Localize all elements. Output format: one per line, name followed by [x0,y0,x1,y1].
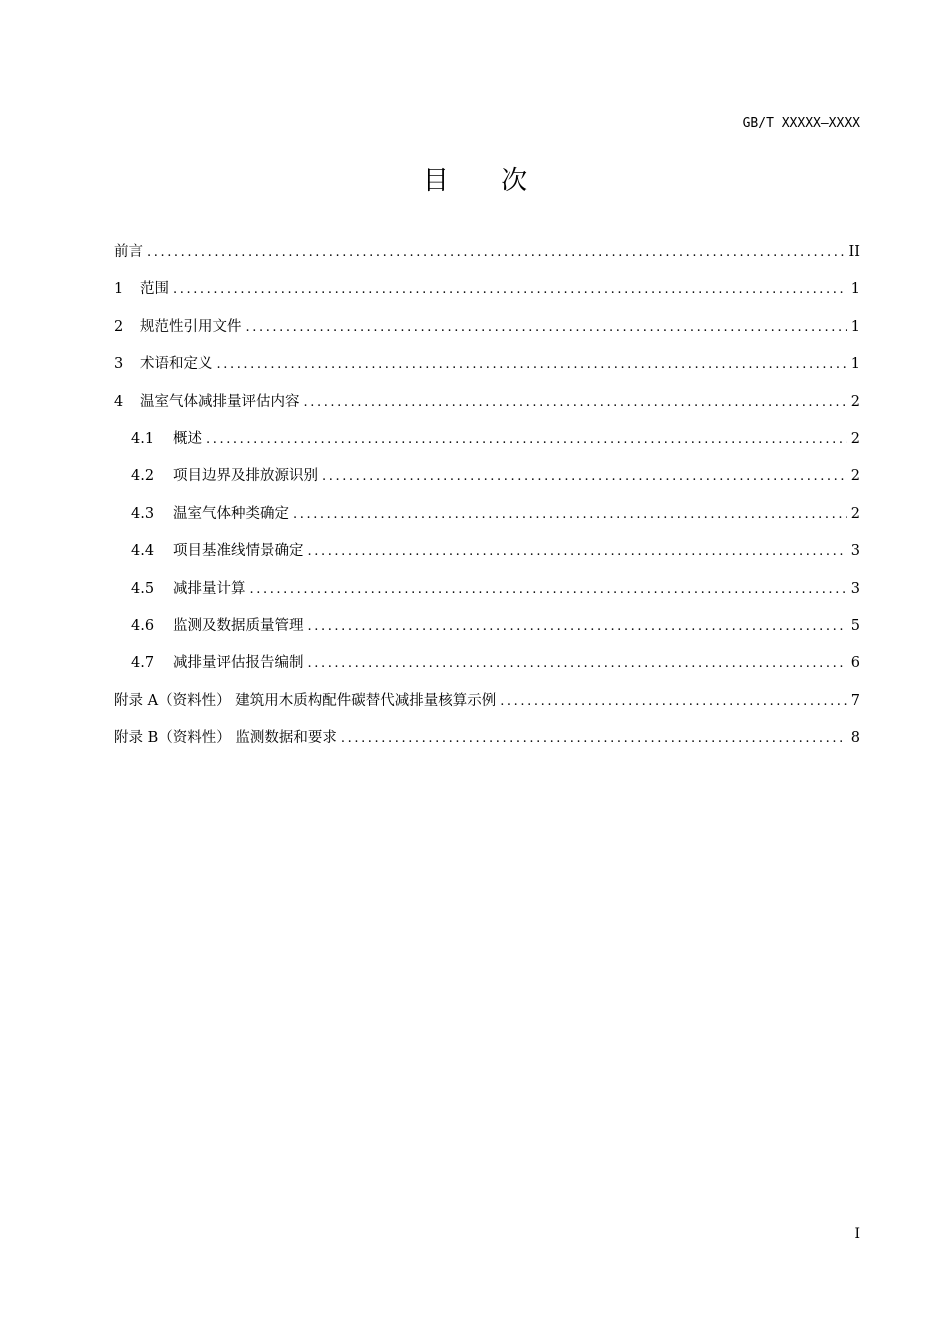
toc-entry-label: 范围 [140,281,169,298]
toc-entry-label: 术语和定义 [140,356,213,373]
toc-leader-dots [246,320,847,335]
toc-leader-dots [304,395,847,410]
toc-entry-4-4[interactable] [114,539,860,576]
toc-entry-number: 4.3 [131,505,155,522]
toc-entry-4-7[interactable] [114,651,860,688]
toc-entry-number: 4.5 [131,580,155,597]
toc-leader-dots [341,731,847,746]
toc-entry-number: 2 [114,318,124,335]
toc-entry-page: 1 [850,318,860,335]
toc-entry-number: 4 [114,393,124,410]
toc-entry-page: 5 [850,617,860,634]
toc-entry-4[interactable] [114,390,860,427]
toc-entry-page: 3 [850,543,860,560]
toc-entry-page: 8 [850,730,860,747]
toc-entry-4-6[interactable] [114,614,860,651]
toc-entry-label: 项目边界及排放源识别 [173,468,318,485]
document-code: GB/T XXXXX—XXXX [742,116,860,131]
toc-entry-number: 4.2 [131,468,155,485]
toc-leader-dots [293,507,847,522]
toc-entry-label: 温室气体减排量评估内容 [140,393,300,410]
toc-leader-dots [250,582,847,597]
table-of-contents [114,240,860,763]
toc-entry-label: 减排量评估报告编制 [173,655,304,672]
toc-entry-label: 减排量计算 [173,580,246,597]
toc-entry-label: 规范性引用文件 [140,318,242,335]
toc-leader-dots [217,357,847,372]
toc-entry-label: 项目基准线情景确定 [173,543,304,560]
toc-entry-foreword[interactable] [114,240,860,277]
toc-entry-page: 1 [850,281,860,298]
toc-entry-page: 1 [850,356,860,373]
toc-entry-page: 6 [850,655,860,672]
toc-leader-dots [308,544,847,559]
toc-entry-label: 附录 A（资料性） 建筑用木质构配件碳替代减排量核算示例 [114,692,497,709]
toc-entry-1[interactable] [114,277,860,314]
toc-entry-label: 附录 B（资料性） 监测数据和要求 [114,730,337,747]
toc-entry-page: 2 [850,430,860,447]
toc-entry-label: 前言 [114,244,143,260]
toc-leader-dots [322,469,847,484]
toc-leader-dots [500,694,847,709]
toc-entry-number: 4.4 [131,543,155,560]
page-number: I [854,1226,860,1242]
toc-leader-dots [308,656,847,671]
toc-entry-label: 温室气体种类确定 [173,505,289,522]
toc-leader-dots [173,282,847,297]
toc-entry-label: 概述 [173,430,202,447]
toc-entry-appendix-a[interactable] [114,689,860,726]
page-title: 目 次 [422,166,550,196]
toc-leader-dots [147,245,845,260]
toc-entry-3[interactable] [114,352,860,389]
toc-entry-label: 监测及数据质量管理 [173,617,304,634]
toc-entry-4-1[interactable] [114,427,860,464]
toc-entry-page: 3 [850,580,860,597]
toc-entry-4-2[interactable] [114,464,860,501]
toc-entry-page: 2 [850,468,860,485]
toc-leader-dots [206,432,847,447]
toc-entry-number: 4.6 [131,617,155,634]
toc-entry-page: 2 [850,505,860,522]
toc-entry-number: 3 [114,356,124,373]
toc-entry-page: 7 [850,692,860,709]
toc-entry-appendix-b[interactable] [114,726,860,763]
toc-entry-page: II [848,244,860,260]
toc-entry-number: 4.7 [131,655,155,672]
toc-entry-page: 2 [850,393,860,410]
toc-entry-4-3[interactable] [114,502,860,539]
toc-entry-4-5[interactable] [114,577,860,614]
toc-entry-2[interactable] [114,315,860,352]
toc-leader-dots [308,619,847,634]
toc-entry-number: 4.1 [131,430,155,447]
toc-entry-number: 1 [114,281,124,298]
